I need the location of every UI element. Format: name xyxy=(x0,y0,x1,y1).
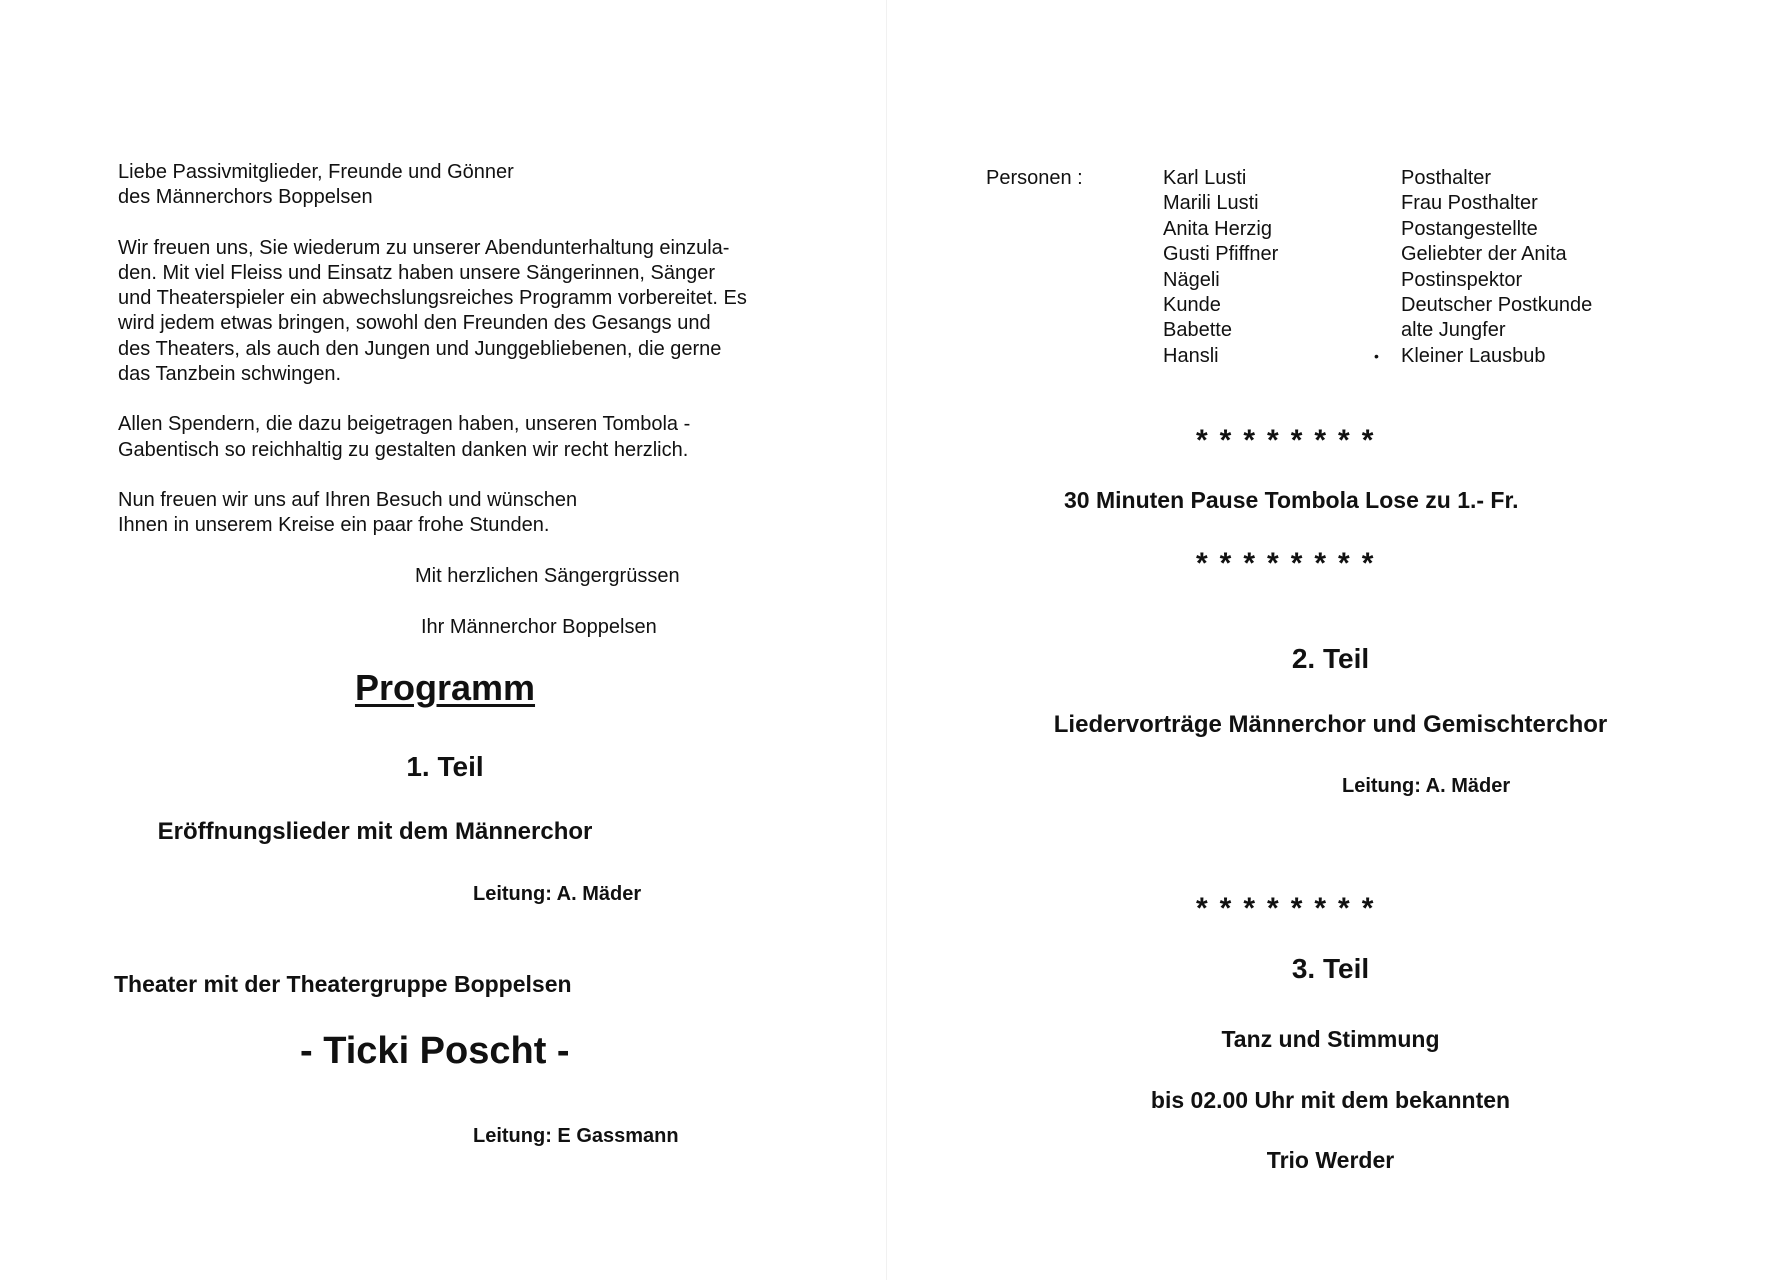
cast-name: Hansli xyxy=(1163,344,1219,367)
part3-heading: 3. Teil xyxy=(1291,953,1370,984)
letter-paragraph xyxy=(118,236,808,388)
play-title: - Ticki Poscht - xyxy=(300,1030,570,1072)
star-divider: ******** xyxy=(1196,424,1386,457)
salutation-line: des Männerchors Boppelsen xyxy=(118,186,373,209)
part2-leitung: Leitung: A. Mäder xyxy=(1342,775,1511,797)
cast-name: Babette xyxy=(1163,319,1232,342)
cast-row xyxy=(1163,318,1592,343)
cast-name: Karl Lusti xyxy=(1163,167,1247,189)
cast-role-cell xyxy=(1374,344,1546,369)
cast-role: Posthalter xyxy=(1401,167,1492,189)
program-title: Programm xyxy=(354,667,536,708)
part2-title: Liedervorträge Männerchor und Gemischterchor xyxy=(1053,711,1608,738)
invitation-letter xyxy=(118,160,808,539)
cast-role: Kleiner Lausbub xyxy=(1401,344,1546,367)
cast-name: Nägeli xyxy=(1163,268,1220,291)
salutation-line: Liebe Passivmitglieder, Freunde und Gönner xyxy=(118,161,514,183)
letter-line: wird jedem etwas bringen, sowohl den Freunden des Gesangs und xyxy=(118,312,711,335)
cast-name: Gusti Pfiffner xyxy=(1163,243,1279,266)
cast-role: Postangestellte xyxy=(1401,217,1538,240)
part1-heading: 1. Teil xyxy=(406,751,484,782)
signature: Ihr Männerchor Boppelsen xyxy=(421,616,657,638)
cast-row xyxy=(1163,191,1592,216)
letter-line: Wir freuen uns, Sie wiederum zu unserer Abendunterhaltung einzula- xyxy=(118,236,730,259)
star-divider: ******** xyxy=(1196,892,1386,925)
cast-row xyxy=(1163,293,1592,318)
letter-line: Nun freuen wir uns auf Ihren Besuch und wünschen xyxy=(118,488,578,511)
letter-line: den. Mit viel Fleiss und Einsatz haben unsere Sängerinnen, Sänger xyxy=(118,261,716,284)
part3-line: Tanz und Stimmung xyxy=(1221,1026,1440,1052)
bullet-mark: • xyxy=(1374,347,1379,364)
cast-row xyxy=(1163,268,1592,293)
cast-role: Postinspektor xyxy=(1401,268,1523,291)
letter-line: Gabentisch so reichhaltig zu gestalten danken wir recht herzlich. xyxy=(118,438,689,461)
letter-line: und Theaterspieler ein abwechslungsreiches Programm vorbereitet. Es xyxy=(118,287,747,310)
persons-label: Personen : xyxy=(986,167,1083,189)
cast-role: Deutscher Postkunde xyxy=(1401,293,1593,316)
letter-paragraph xyxy=(118,412,808,463)
part1-title: Eröffnungslieder mit dem Männerchor xyxy=(157,818,593,845)
part3-line: bis 02.00 Uhr mit dem bekannten xyxy=(1150,1087,1511,1113)
letter-line: Ihnen in unserem Kreise ein paar frohe Stunden. xyxy=(118,514,550,537)
play-leitung: Leitung: E Gassmann xyxy=(473,1125,679,1147)
cast-role: alte Jungfer xyxy=(1401,319,1506,342)
pause-line: 30 Minuten Pause Tombola Lose zu 1.- Fr. xyxy=(1064,487,1519,513)
cast-name: Kunde xyxy=(1163,293,1221,316)
cast-row xyxy=(1163,344,1592,369)
closing-greeting: Mit herzlichen Sängergrüssen xyxy=(415,565,680,587)
part1-leitung: Leitung: A. Mäder xyxy=(473,883,642,905)
cast-list xyxy=(1163,166,1592,369)
cast-name: Marili Lusti xyxy=(1163,192,1259,215)
letter-paragraph xyxy=(118,488,808,539)
cast-row xyxy=(1163,217,1592,242)
theater-line: Theater mit der Theatergruppe Boppelsen xyxy=(114,971,572,997)
cast-row xyxy=(1163,166,1592,191)
letter-line: das Tanzbein schwingen. xyxy=(118,363,342,386)
letter-line: des Theaters, als auch den Jungen und Junggebliebenen, die gerne xyxy=(118,337,722,360)
part2-heading: 2. Teil xyxy=(1291,643,1370,674)
cast-row xyxy=(1163,242,1592,267)
cast-role: Geliebter der Anita xyxy=(1401,243,1567,266)
star-divider: ******** xyxy=(1196,547,1386,580)
cast-name: Anita Herzig xyxy=(1163,217,1272,240)
part3-line: Trio Werder xyxy=(1266,1147,1395,1173)
letter-line: Allen Spendern, die dazu beigetragen haben, unseren Tombola - xyxy=(118,413,691,436)
cast-role: Frau Posthalter xyxy=(1401,192,1538,215)
